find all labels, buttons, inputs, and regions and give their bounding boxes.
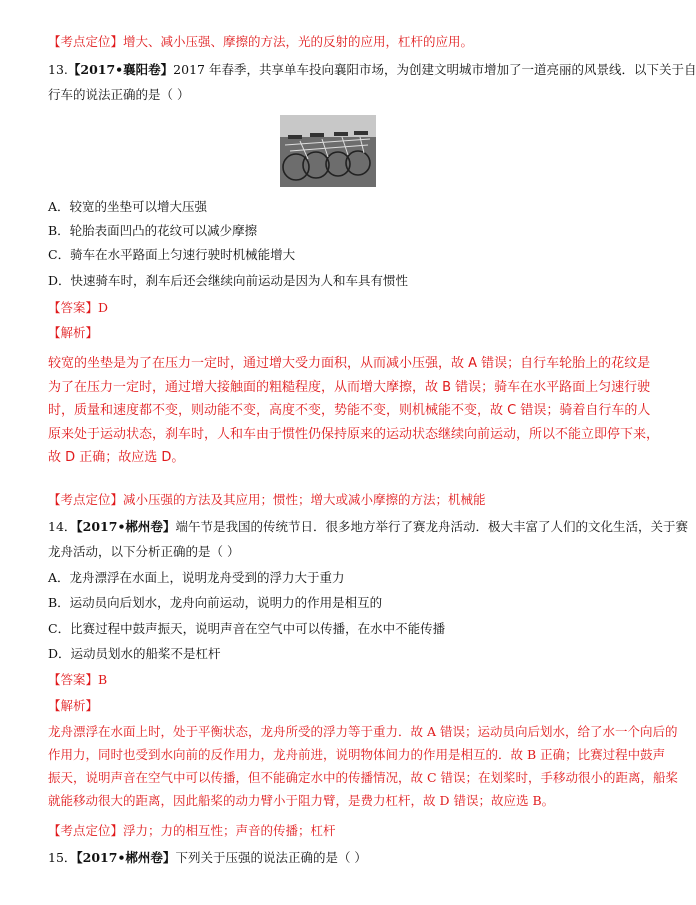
- option-d: D．运动员划水的船桨不是杠杆: [48, 646, 221, 661]
- answer-line-q13: [48, 299, 108, 317]
- kaodian-line-q12: [48, 33, 473, 51]
- kaodian-line-q14: [48, 822, 336, 840]
- option-d: D．快速骑车时，刹车后还会继续向前运动是因为人和车具有惯性: [48, 273, 409, 288]
- question-13-stem-cont: 行车的说法正确的是（ ）: [48, 87, 190, 102]
- analysis-label: 【解析】: [48, 325, 99, 340]
- question-number: 14．: [48, 519, 77, 534]
- source-tag: 【2017•襄阳卷】: [67, 62, 174, 77]
- analysis-q14: [48, 720, 679, 812]
- analysis-line: 作用力，同时也受到水向前的反作用力，龙舟前进，说明物体间力的作用是相互的．故 B 正确；比赛过程中鼓声: [48, 747, 666, 762]
- source-tag: 【2017•郴州卷】: [76, 519, 176, 534]
- source-tag: 【2017•郴州卷】: [76, 850, 176, 865]
- question-number: 13.: [48, 62, 68, 77]
- analysis-line: 故 D 正确；故应选 D。: [48, 450, 185, 465]
- analysis-q13: [48, 352, 660, 470]
- kaodian-tag: 【考点定位】: [48, 823, 124, 838]
- analysis-line: 振天，说明声音在空气中可以传播，但不能确定水中的传播情况，故 C 错误；在划桨时，手移动很小的距离，船桨: [48, 770, 679, 785]
- analysis-line: 时，质量和速度都不变，则动能不变，高度不变，势能不变，则机械能不变，故 C 错误；骑着自行车的人: [48, 403, 651, 418]
- option-b: B．运动员向后划水，龙舟向前运动，说明力的作用是相互的: [48, 595, 383, 610]
- analysis-line: 就能移动很大的距离，因此船桨的动力臂小于阻力臂，是费力杠杆，故 D 错误；故应选 B。: [48, 793, 555, 808]
- stem-text: 2017 年春季，共享单车投向襄阳市场，为创建文明城市增加了一道亮丽的风景线．以下关于自: [173, 62, 696, 77]
- option-c: C．比赛过程中鼓声振天，说明声音在空气中可以传播，在水中不能传播: [48, 621, 446, 636]
- option-a: A．龙舟漂浮在水面上，说明龙舟受到的浮力大于重力: [48, 570, 345, 585]
- bicycles-photo: [280, 115, 376, 187]
- option-a: A．较宽的坐垫可以增大压强: [48, 199, 208, 214]
- answer-value: D: [98, 300, 109, 315]
- analysis-line: 龙舟漂浮在水面上时，处于平衡状态，龙舟所受的浮力等于重力．故 A 错误；运动员向后划水，给了水一个向后的: [48, 724, 678, 739]
- stem-text: 端午节是我国的传统节日．很多地方举行了赛龙舟活动．极大丰富了人们的文化生活，关于赛: [175, 519, 688, 534]
- analysis-line: 较宽的坐垫是为了在压力一定时，通过增大受力面积，从而减小压强，故 A 错误；自行车轮胎上的花纹是: [48, 356, 651, 371]
- analysis-label: 【解析】: [48, 698, 99, 713]
- kaodian-text: 减小压强的方法及其应用；惯性；增大或减小摩擦的方法；机械能: [123, 492, 486, 507]
- answer-label: 【答案】: [48, 300, 99, 315]
- question-13-stem: [48, 61, 696, 79]
- option-c: C．骑车在水平路面上匀速行驶时机械能增大: [48, 247, 296, 262]
- analysis-line: 为了在压力一定时，通过增大接触面的粗糙程度，从而增大摩擦，故 B 错误；骑车在水平路面上匀速行驶: [48, 379, 651, 395]
- kaodian-text: 浮力；力的相互性；声音的传播；杠杆: [123, 823, 336, 838]
- kaodian-line-q13: [48, 491, 486, 509]
- kaodian-text: 增大、减小压强、摩擦的方法，光的反射的应用，杠杆的应用。: [123, 34, 474, 49]
- stem-text: 下列关于压强的说法正确的是（ ）: [175, 850, 367, 865]
- question-14-stem-cont: 龙舟活动，以下分析正确的是（ ）: [48, 544, 240, 559]
- question-14-stem: [48, 518, 688, 536]
- kaodian-tag: 【考点定位】: [48, 492, 124, 507]
- question-15-stem: [48, 849, 367, 867]
- question-number: 15．: [48, 850, 77, 865]
- analysis-line: 原来处于运动状态，刹车时，人和车由于惯性仍保持原来的运动状态继续向前运动，所以不能立即停下来，: [48, 426, 660, 442]
- option-b: B．轮胎表面凹凸的花纹可以减少摩擦: [48, 223, 258, 238]
- answer-label: 【答案】: [48, 672, 99, 687]
- answer-value: B: [98, 672, 108, 687]
- kaodian-tag: 【考点定位】: [48, 34, 124, 49]
- answer-line-q14: [48, 671, 107, 689]
